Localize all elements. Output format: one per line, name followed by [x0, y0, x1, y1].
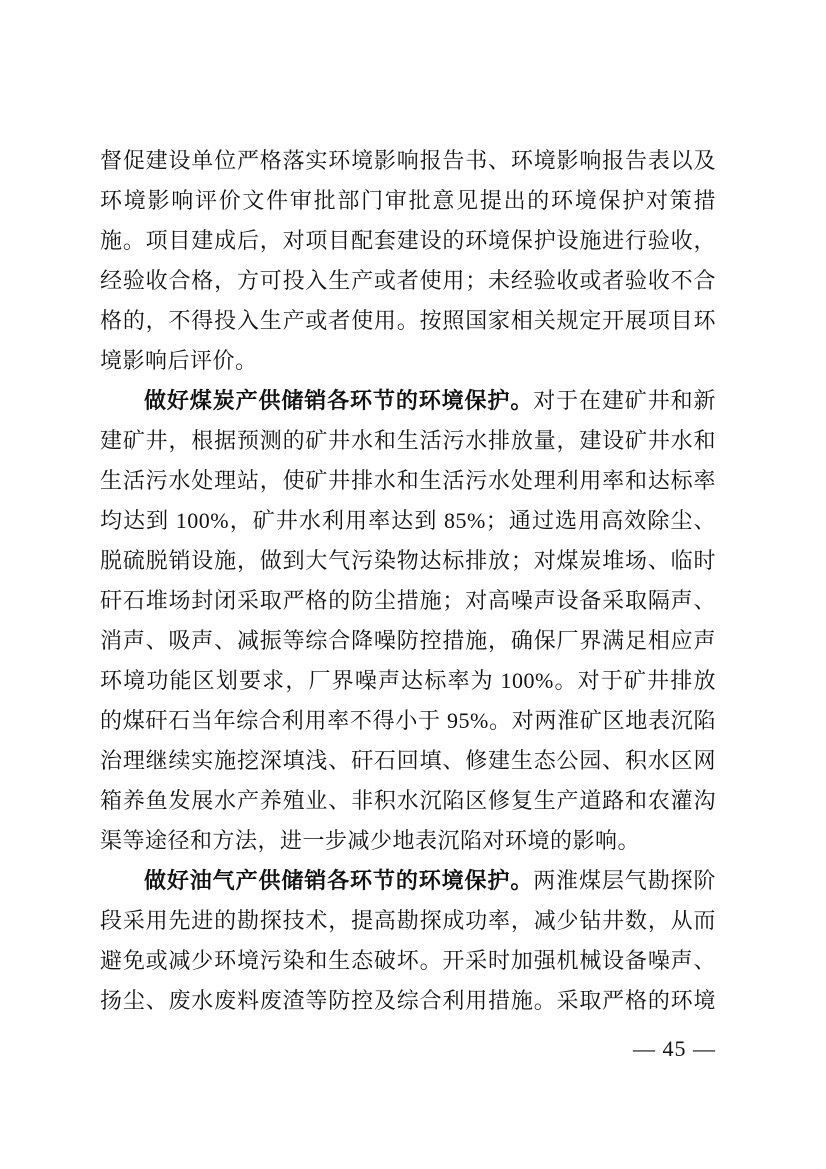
paragraph-oil-gas-environment	[100, 861, 716, 1021]
paragraph-text: 对于在建矿井和新建矿井，根据预测的矿井水和生活污水排放量，建设矿井水和生活污水处理站，使矿井排水和生活污水处理利用率和达标率均达到 100%，矿井水利用率达到 85%；通过选用高效除尘、脱硫脱销设施，做到大气污染物达标排放；对煤炭堆场、临时矸石堆场封闭采取严格的防尘措施；对高噪声设备采取隔声、消声、吸声、减振等综合降噪防控措施，确保厂界满足相应声环境功能区划要求，厂界噪声达标率为 100%。对于矿井排放的煤矸石当年综合利用率不得小于 95%。对两淮矿区地表沉陷治理继续实施挖深填浅、矸石回填、修建生态公园、积水区网箱养鱼发展水产养殖业、非积水沉陷区修复生产道路和农灌沟渠等途径和方法，进一步减少地表沉陷对环境的影响。	[100, 388, 716, 853]
paragraph-text: 两淮煤层气勘探阶段采用先进的勘探技术，提高勘探成功率，减少钻井数，从而避免或减少环境污染和生态破坏。开采时加强机械设备噪声、扬尘、废水废料废渣等防控及综合利用措施。采取严格的环境	[100, 868, 716, 1013]
paragraph-coal-environment	[100, 381, 716, 861]
paragraph-continuation	[100, 141, 716, 381]
paragraph-text: 督促建设单位严格落实环境影响报告书、环境影响报告表以及环境影响评价文件审批部门审批意见提出的环境保护对策措施。项目建成后，对项目配套建设的环境保护设施进行验收，经验收合格，方可投入生产或者使用；未经验收或者验收不合格的，不得投入生产或者使用。按照国家相关规定开展项目环境影响后评价。	[100, 148, 716, 373]
page-number: — 45 —	[633, 1036, 716, 1061]
document-body	[100, 141, 716, 1021]
paragraph-bold-lead: 做好煤炭产供储销各环节的环境保护。	[144, 388, 534, 413]
paragraph-bold-lead: 做好油气产供储销各环节的环境保护。	[144, 868, 534, 893]
